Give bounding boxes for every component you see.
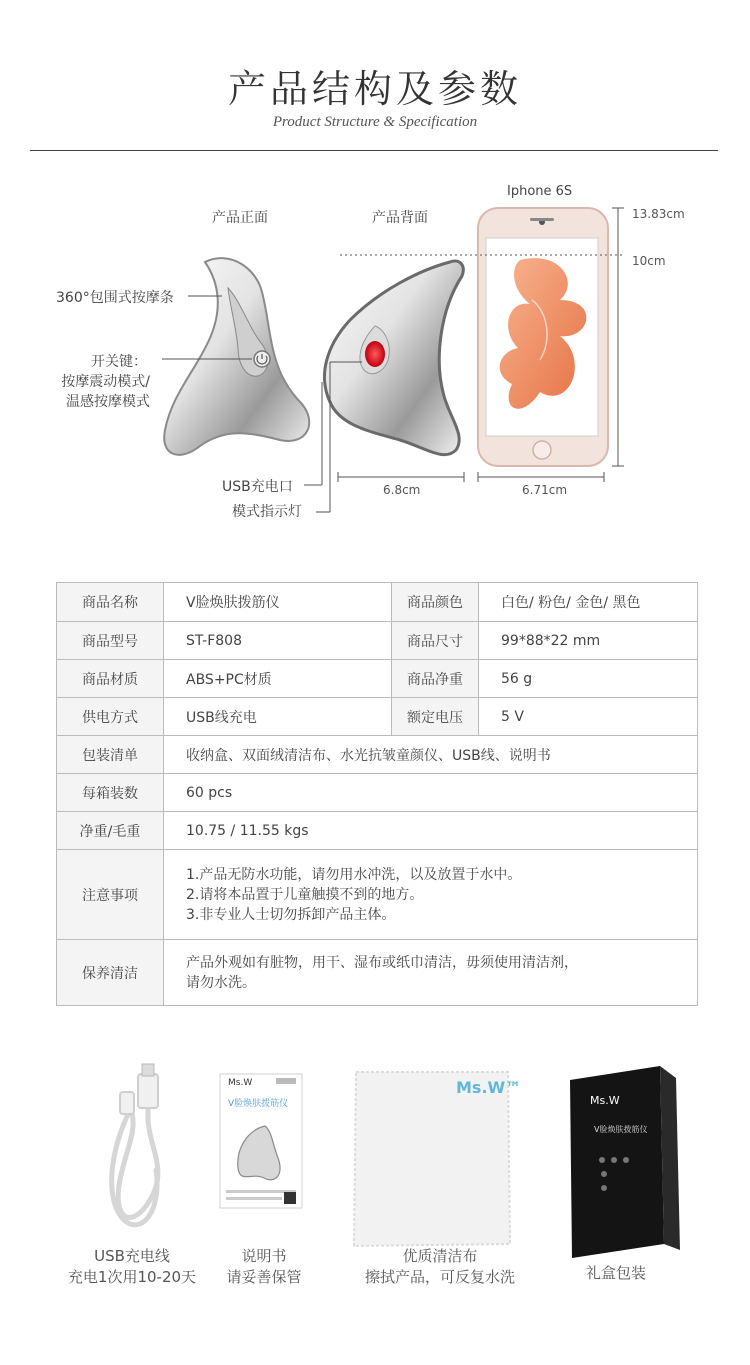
dim-phone-width: 6.71cm	[522, 483, 568, 497]
table-row	[57, 660, 698, 698]
iphone-reference-image	[478, 208, 608, 466]
callout-massage-strip: 360°包围式按摩条	[56, 290, 174, 306]
table-row	[57, 940, 698, 1006]
spec-key: 每箱装数	[57, 774, 164, 812]
box-product-name: V脸焕肤拨筋仪	[594, 1125, 648, 1134]
manual-product-name: V脸焕肤拨筋仪	[228, 1099, 289, 1109]
spec-value: 10.75 / 11.55 kgs	[164, 812, 698, 850]
spec-key: 商品尺寸	[392, 622, 479, 660]
page-subtitle: Product Structure & Specification	[272, 114, 478, 130]
usb-caption	[56, 1246, 208, 1288]
spec-key: 商品颜色	[392, 583, 479, 622]
callout-switch-3: 温感按摩模式	[66, 394, 150, 410]
box-brand-logo: Ms.W	[590, 1094, 620, 1107]
spec-value-notes	[164, 850, 698, 940]
spec-value-care	[164, 940, 698, 1006]
cloth-caption-line2: 擦拭产品，可反复水洗	[364, 1268, 515, 1286]
table-row	[57, 583, 698, 622]
product-structure-diagram	[0, 0, 750, 560]
dim-device-height: 10cm	[632, 254, 666, 268]
callout-mode-indicator: 模式指示灯	[232, 504, 302, 520]
usb-cable-image	[112, 1064, 158, 1225]
phone-label: Iphone 6S	[507, 184, 573, 199]
note-line: 1.产品无防水功能，请勿用水冲洗，以及放置于水中。	[186, 866, 522, 883]
spec-value: ST-F808	[164, 622, 392, 660]
device-back-image	[324, 261, 463, 455]
device-front-image	[164, 258, 309, 455]
callout-usb-port: USB充电口	[222, 479, 293, 495]
spec-table	[56, 582, 698, 1006]
cloth-brand-logo: Ms.W™	[456, 1078, 522, 1097]
usb-caption-line2: 充电1次用10-20天	[67, 1268, 197, 1286]
spec-key: 保养清洁	[57, 940, 164, 1006]
table-row	[57, 622, 698, 660]
spec-value: 白色/ 粉色/ 金色/ 黑色	[479, 583, 698, 622]
manual-brand: Ms.W	[228, 1078, 253, 1088]
manual-caption-line2: 请妥善保管	[226, 1268, 302, 1286]
front-view-label: 产品正面	[212, 210, 268, 226]
spec-value: 5 V	[479, 698, 698, 736]
dim-device-width: 6.8cm	[383, 483, 421, 497]
note-line: 3.非专业人士切勿拆卸产品主体。	[186, 906, 396, 923]
spec-key: 净重/毛重	[57, 812, 164, 850]
callout-switch-2: 按摩震动模式/	[61, 374, 150, 390]
note-line: 2.请将本品置于儿童触摸不到的地方。	[186, 886, 424, 903]
table-row	[57, 774, 698, 812]
usb-caption-line1: USB充电线	[94, 1247, 170, 1265]
table-row	[57, 698, 698, 736]
cloth-caption	[350, 1246, 530, 1288]
table-row	[57, 850, 698, 940]
spec-value: V脸焕肤拨筋仪	[164, 583, 392, 622]
care-line: 产品外观如有脏物，用干、湿布或纸巾清洁，毋须使用清洁剂，	[186, 954, 578, 971]
page-title: 产品结构及参数	[227, 67, 522, 111]
spec-key: 包装清单	[57, 736, 164, 774]
care-line: 请勿水洗。	[186, 974, 256, 991]
spec-value: 99*88*22 mm	[479, 622, 698, 660]
cleaning-cloth-image	[354, 1072, 510, 1246]
box-caption: 礼盒包装	[585, 1264, 646, 1282]
manual-caption	[212, 1246, 316, 1288]
dim-phone-height: 13.83cm	[632, 207, 685, 221]
spec-value: 56 g	[479, 660, 698, 698]
cloth-caption-line1: 优质清洁布	[402, 1247, 478, 1265]
back-view-label: 产品背面	[372, 210, 428, 226]
spec-key: 供电方式	[57, 698, 164, 736]
spec-key: 额定电压	[392, 698, 479, 736]
spec-key: 商品型号	[57, 622, 164, 660]
gift-box-image	[570, 1066, 680, 1258]
table-row	[57, 736, 698, 774]
spec-key: 商品材质	[57, 660, 164, 698]
indicator-light-icon	[365, 341, 385, 367]
spec-key: 商品净重	[392, 660, 479, 698]
spec-key: 注意事项	[57, 850, 164, 940]
callout-switch-1: 开关键：	[91, 354, 147, 370]
spec-value: 60 pcs	[164, 774, 698, 812]
manual-caption-line1: 说明书	[241, 1247, 287, 1265]
spec-key: 商品名称	[57, 583, 164, 622]
spec-value: ABS+PC材质	[164, 660, 392, 698]
table-row	[57, 812, 698, 850]
spec-value: 收纳盒、双面绒清洁布、水光抗皱童颜仪、USB线、说明书	[164, 736, 698, 774]
spec-value: USB线充电	[164, 698, 392, 736]
manual-image	[220, 1074, 302, 1208]
